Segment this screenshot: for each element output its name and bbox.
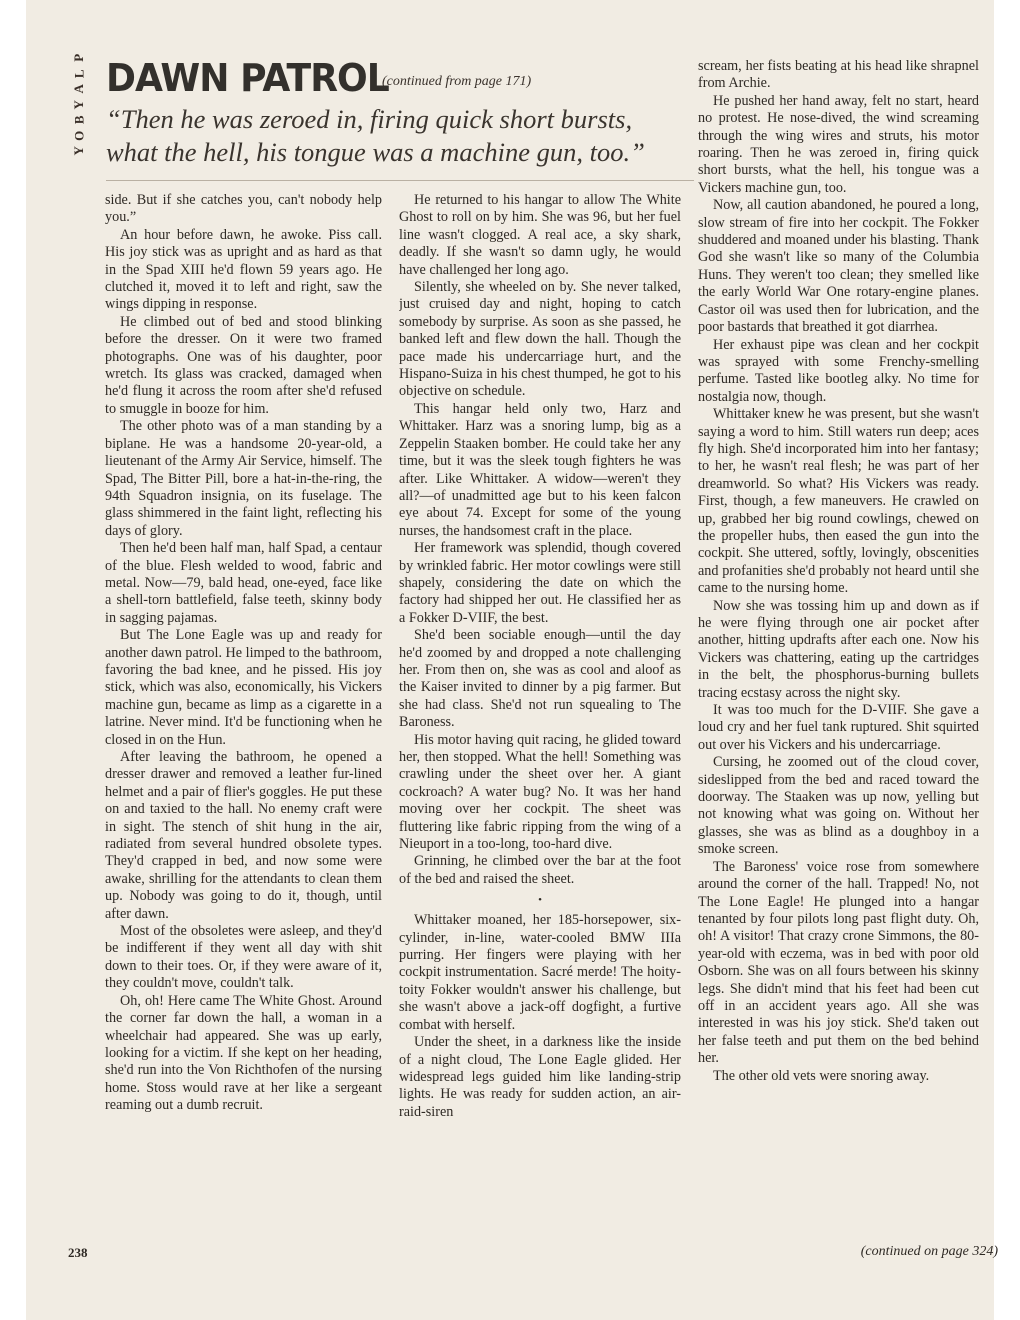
paragraph: Under the sheet, in a darkness like the inside of a night cloud, The Lone Eagle glided. Her widespread legs guided him like landing-strip lights. He was ready for sudden action, an air-raid-siren (399, 1034, 681, 1120)
paragraph: The other old vets were snoring away. (713, 1067, 930, 1084)
masthead-letter: Y (71, 99, 87, 109)
paragraph: The Baroness' voice rose from somewhere around the corner of the hall. Trapped! No, not The Lone Eagle! He plunged into a hangar tenanted by four pilots long past flight duty. Oh, oh! A visitor! That crazy crone Simmons, the 80-year-old with eczema, was in bed with poor old Osborn. She was on all fours between his skinny legs. She didn't mind that his feet had been cut off in an accident years ago. All she was interested in was his joy stick. She'd taken out her false teeth and put them on the bed behind her. (698, 858, 979, 1067)
paragraph: Cursing, he zoomed out of the cloud cover, sideslipped from the bed and raced toward the doorway. The Staaken was up now, yelling but not knowing what was going on. Without her glasses, she was as blind as a doughboy in a smoke screen. (698, 754, 979, 858)
paragraph: Then he'd been half man, half Spad, a centaur of the blue. Flesh welded to wood, fabric and metal. Now—79, bald head, one-eyed, face like a shell-torn battlefield, false teeth, skinny body in sagging pajamas. (105, 540, 382, 626)
paragraph: Most of the obsoletes were asleep, and they'd be indifferent if they went all day with shit down to their toes. Or, if they were aware of it, they couldn't move, couldn't talk. (105, 923, 382, 992)
masthead-letter: O (71, 130, 87, 141)
paragraph: Silently, she wheeled on by. She never talked, just cruised day and night, hoping to catch somebody by surprise. As soon as she passed, he banked left and flew down the hall. Though the pace made his undercarriage hurt, and the Hispano-Suiza in his chest thumped, he got to his objective on schedule. (399, 279, 681, 400)
paragraph: This hangar held only two, Harz and Whittaker. Harz was a snoring lump, big as a Zeppelin Staaken bomber. He could take her any time, but it was the sleek tough fighters he was after. Like Whittaker. A widow—weren't they all?—of unadmitted age but to his keen falcon eye about 74. Except for some of the young nurses, the handsomest craft in the place. (399, 400, 681, 539)
paragraph: Now, all caution abandoned, he poured a long, slow stream of fire into her cockpit. The Fokker shuddered and moaned under his blasting. Thank God she wasn't like so many of the Columbia Huns. They weren't too clean; they smelled like the early World War One rotary-engine planes. Castor oil was used then for lubrication, and the poor bastards that breathed it got diarrhea. (698, 197, 979, 336)
paragraph: She'd been sociable enough—until the day he'd zoomed by and dropped a note challenging her. From then on, she was as cool and aloof as the Kaiser invited to dinner by a pig farmer. But she had class. She'd not run squealing to The Baroness. (399, 627, 681, 731)
section-break-bullet: • (538, 894, 542, 907)
paragraph: His motor having quit racing, he glided toward her, then stopped. What the hell! Something was crawling under the sheet over her. A giant cockroach? A water bug? No. It was her hand moving over her cockpit. The sheet was fluttering like fabric ripping from the wing of a Nieuport in a too-long, too-hard dive. (399, 731, 681, 853)
paragraph: Her framework was splendid, though covered by wrinkled fabric. Her motor cowlings were still shapely, considering the date on which the factory had shipped her out. He classified her as a Fokker D-VIIF, the best. (399, 540, 681, 626)
paragraph: Grinning, he climbed over the bar at the foot of the bed and raised the sheet. (399, 853, 681, 887)
paragraph: side. But if she catches you, can't nobody help you.” (105, 192, 382, 226)
paragraph: Whittaker knew he was present, but she wasn't saying a word to him. Still waters run deep; aces fly high. She'd incorporated him into her fantasy; to her, he wasn't real flesh; he was part of her dreamworld. So what? His Vickers was ready. First, though, a few maneuvers. He crawled on up, grabbed her big round cowlings, chewed on the propeller hubs, then eased the gun into the cockpit. She uttered, softly, lovingly, obscenities and profanities she'd probably not heard until she came to the nursing home. (698, 406, 979, 597)
header-divider (106, 180, 694, 181)
masthead-letter: A (71, 84, 87, 94)
story-title: DAWN PATROL (106, 56, 389, 100)
paragraph: An hour before dawn, he awoke. Piss call. His joy stick was as upright and as hard as that in the Spad XIII he'd flown 59 years ago. He clutched it, moved it to left and right, saw the wings dipping in response. (105, 226, 382, 313)
paragraph: Now she was tossing him up and down as if he were flying through one air pocket after another, hitting updrafts after each one. Now his Vickers was chattering, eating up the cartridges in the belt, the phosphorus-burning bullets tracing ecstasy across the night sky. (698, 597, 979, 701)
pull-quote (106, 103, 696, 169)
paragraph: Whittaker moaned, her 185-horsepower, six-cylinder, in-line, water-cooled BMW IIIa purring. Her fingers were playing with her cockpit instrumentation. Sacré merde! The hoity-toity Fokker wouldn't answer his challenge, but she wasn't above a jack-off dogfight, a furtive combat with herself. (399, 912, 681, 1033)
page-number: 238 (68, 1245, 88, 1260)
paragraph: He climbed out of bed and stood blinking before the dresser. On it were two framed photographs. One was of his daughter, poor wretch. Its glass was cracked, damaged when he'd flung it across the room after she'd refused to smuggle in booze for him. (105, 313, 382, 417)
text-column-2 (399, 192, 681, 1292)
paragraph: But The Lone Eagle was up and ready for another dawn patrol. He limped to the bathroom, favoring the bad knee, and he pissed. His joy stick, which was also, economically, his Vickers machine gun, became as limp as a cigarette in a latrine. Never mind. It'd be functioning when he closed in on the Hun. (105, 627, 382, 748)
paragraph: After leaving the bathroom, he opened a dresser drawer and removed a leather fur-lined helmet and a pair of flier's goggles. He put these on and taxied to the hall. No enemy craft were in sight. The stench of shit hung in the air, radiated from several hundred obsolete types. They'd crapped in bed, and now some were awake, shrilling for the attendants to clean them up. Nobody was going to do it, though, until after dawn. (105, 749, 382, 922)
text-column-1 (105, 192, 382, 1260)
continued-from-note: (continued from page 171) (382, 74, 532, 89)
masthead-letter: L (71, 68, 87, 78)
paragraph: He returned to his hangar to allow The White Ghost to roll on by him. She was 96, but her fuel line wasn't clogged. A real ace, a sky shark, deadly. If she wasn't so damn ugly, he would have challenged her long ago. (399, 192, 681, 278)
headline (106, 56, 696, 100)
masthead-letter: B (71, 115, 87, 125)
pull-quote-line-2: what the hell, his tongue was a machine gun, too.” (106, 137, 645, 167)
paragraph: Her exhaust pipe was clean and her cockpit was sprayed with some Frenchy-smelling perfume. Tasted like bootleg alky. No time for nostalgia now, though. (698, 336, 979, 405)
text-column-3 (698, 58, 979, 1268)
paragraph: The other photo was of a man standing by a biplane. He was a handsome 20-year-old, a lieutenant of the Army Air Service, himself. The Spad, The Bitter Pill, bore a hat-in-the-ring, the 94th Squadron insignia, on its fuselage. The glass shimmered in the faint light, reflecting his days of glory. (105, 418, 382, 539)
paragraph: Oh, oh! Here came The White Ghost. Around the corner far down the hall, a woman in a wheelchair had appeared. She was up early, looking for a victim. If she kept on her heading, she'd run into the Von Richthofen of the nursing home. Stoss would rave at her like a sergeant reaming out a dumb recruit. (105, 992, 382, 1114)
paragraph: scream, her fists beating at his head like shrapnel from Archie. (698, 58, 979, 92)
pull-quote-line-1: “Then he was zeroed in, firing quick short bursts, (106, 104, 633, 134)
paragraph: It was too much for the D-VIIF. She gave a loud cry and her fuel tank ruptured. Shit squirted out over his Vickers and his undercarriage. (698, 702, 979, 753)
masthead-letter: Y (71, 146, 87, 156)
magazine-masthead-vertical (68, 50, 90, 200)
masthead-letter: P (71, 53, 87, 62)
continued-on-note: (continued on page 324) (860, 1244, 998, 1259)
paragraph: He pushed her hand away, felt no start, heard no protest. He nose-dived, the wind screaming through the wing wires and struts, his motor roaring. Then he was zeroed in, firing quick short bursts, what the hell, his tongue was a Vickers machine gun, too. (698, 92, 979, 196)
